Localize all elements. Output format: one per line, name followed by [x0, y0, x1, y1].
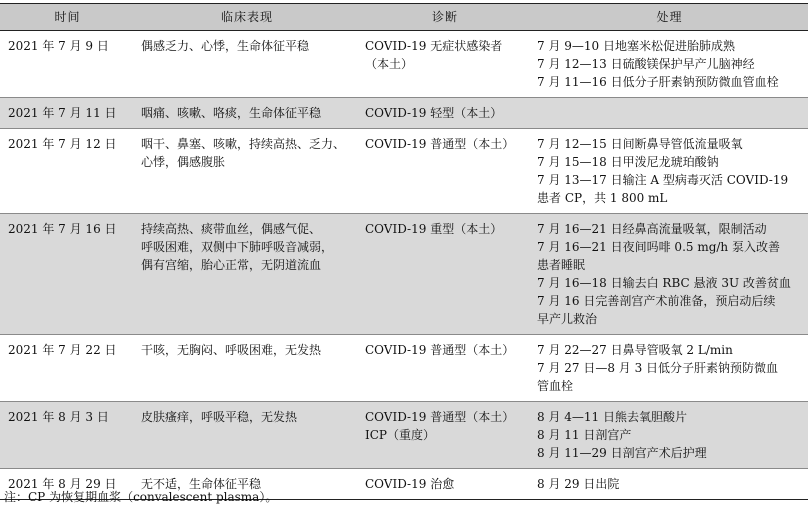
cell-treatment-line: 7 月 11—16 日低分子肝素钠预防微血管血栓: [537, 75, 779, 89]
cell-clinical: [135, 214, 359, 335]
cell-clinical: [135, 402, 359, 469]
cell-treatment-line: 患者睡眠: [537, 258, 586, 272]
table-row: [0, 335, 808, 402]
cell-treatment-line: 7 月 13—17 日输注 A 型病毒灭活 COVID-19: [537, 173, 789, 187]
cell-diagnosis: [359, 98, 531, 129]
table-header-row: [0, 4, 808, 31]
cell-clinical-line: 皮肤瘙痒，呼吸平稳，无发热: [141, 410, 298, 424]
header-diagnosis: 诊断: [359, 4, 531, 31]
cell-treatment-line: 管血栓: [537, 379, 574, 393]
cell-treatment-line: 8 月 4—11 日熊去氧胆酸片: [537, 410, 687, 424]
cell-clinical-line: 干咳，无胸闷、呼吸困难，无发热: [141, 343, 322, 357]
cell-time: 2021 年 8 月 3 日: [0, 402, 135, 469]
cell-treatment: [531, 469, 808, 500]
cell-treatment-line: 7 月 16—21 日夜间吗啡 0.5 mg/h 泵入改善: [537, 240, 780, 254]
treatment-timeline-table: [0, 3, 808, 500]
cell-time: 2021 年 7 月 16 日: [0, 214, 135, 335]
cell-time: 2021 年 7 月 11 日: [0, 98, 135, 129]
cell-clinical: [135, 129, 359, 214]
cell-treatment-line: 8 月 11—29 日剖宫产术后护理: [537, 446, 707, 460]
cell-treatment-line: 7 月 12—15 日间断鼻导管低流量吸氧: [537, 137, 743, 151]
cell-treatment-line: 8 月 29 日出院: [537, 477, 620, 491]
cell-clinical-line: 偶感乏力、心悸，生命体征平稳: [141, 39, 310, 53]
cell-treatment-line: 7 月 15—18 日甲泼尼龙琥珀酸钠: [537, 155, 719, 169]
cell-diagnosis-line: COVID-19 重型（本土）: [365, 222, 503, 236]
cell-treatment: [531, 98, 808, 129]
table-row: [0, 402, 808, 469]
header-treatment: 处理: [531, 4, 808, 31]
cell-time: 2021 年 7 月 9 日: [0, 31, 135, 98]
cell-clinical-line: 咽痛、咳嗽、咯痰，生命体征平稳: [141, 106, 322, 120]
cell-diagnosis-line: COVID-19 普通型（本土）: [365, 343, 515, 357]
cell-diagnosis-line: COVID-19 轻型（本土）: [365, 106, 503, 120]
table-row: [0, 31, 808, 98]
cell-treatment-line: 7 月 16—21 日经鼻高流量吸氧，限制活动: [537, 222, 767, 236]
table-row: [0, 98, 808, 129]
cell-treatment: [531, 402, 808, 469]
cell-diagnosis-line: （本土）: [365, 57, 414, 71]
cell-time: 2021 年 8 月 29 日: [0, 469, 135, 500]
cell-clinical: [135, 98, 359, 129]
cell-clinical-line: 持续高热、痰带血丝，偶感气促、: [141, 222, 322, 236]
cell-treatment-line: 7 月 9—10 日地塞米松促进胎肺成熟: [537, 39, 735, 53]
cell-time: 2021 年 7 月 22 日: [0, 335, 135, 402]
cell-treatment-line: 早产儿救治: [537, 312, 598, 326]
cell-diagnosis: [359, 214, 531, 335]
cell-treatment-line: 7 月 16—18 日输去白 RBC 悬液 3U 改善贫血: [537, 276, 791, 290]
cell-treatment: [531, 335, 808, 402]
table-footnote: 注：CP 为恢复期血浆（convalescent plasma）。: [4, 490, 278, 504]
cell-clinical-line: 咽干、鼻塞、咳嗽，持续高热、乏力、: [141, 137, 346, 151]
cell-diagnosis-line: ICP（重度）: [365, 428, 435, 442]
cell-time: 2021 年 7 月 12 日: [0, 129, 135, 214]
cell-treatment: [531, 129, 808, 214]
cell-diagnosis: [359, 469, 531, 500]
cell-clinical-line: 心悸，偶感腹胀: [141, 155, 226, 169]
cell-treatment-line: 7 月 22—27 日鼻导管吸氧 2 L/min: [537, 343, 733, 357]
cell-diagnosis-line: COVID-19 普通型（本土）: [365, 410, 515, 424]
cell-clinical-line: 呼吸困难，双侧中下肺呼吸音减弱，: [141, 240, 334, 254]
cell-clinical-line: 偶有宫缩，胎心正常，无阴道流血: [141, 258, 322, 272]
cell-diagnosis: [359, 402, 531, 469]
cell-treatment: [531, 214, 808, 335]
cell-treatment-line: 7 月 27 日—8 月 3 日低分子肝素钠预防微血: [537, 361, 779, 375]
cell-clinical: [135, 335, 359, 402]
cell-diagnosis-line: COVID-19 普通型（本土）: [365, 137, 515, 151]
table-row: [0, 129, 808, 214]
cell-diagnosis: [359, 129, 531, 214]
cell-treatment: [531, 31, 808, 98]
header-time: 时间: [0, 4, 135, 31]
cell-clinical-line: 无不适，生命体征平稳: [141, 477, 262, 491]
cell-clinical: [135, 31, 359, 98]
cell-treatment-line: 8 月 11 日剖宫产: [537, 428, 632, 442]
cell-diagnosis: [359, 31, 531, 98]
cell-diagnosis-line: COVID-19 无症状感染者: [365, 39, 503, 53]
cell-treatment-line: 患者 CP，共 1 800 mL: [537, 191, 668, 205]
header-clinical: 临床表现: [135, 4, 359, 31]
cell-treatment-line: 7 月 16 日完善剖宫产术前准备，预启动后续: [537, 294, 776, 308]
table-row: [0, 214, 808, 335]
cell-treatment-line: 7 月 12—13 日硫酸镁保护早产儿脑神经: [537, 57, 755, 71]
cell-diagnosis-line: COVID-19 治愈: [365, 477, 455, 491]
cell-diagnosis: [359, 335, 531, 402]
